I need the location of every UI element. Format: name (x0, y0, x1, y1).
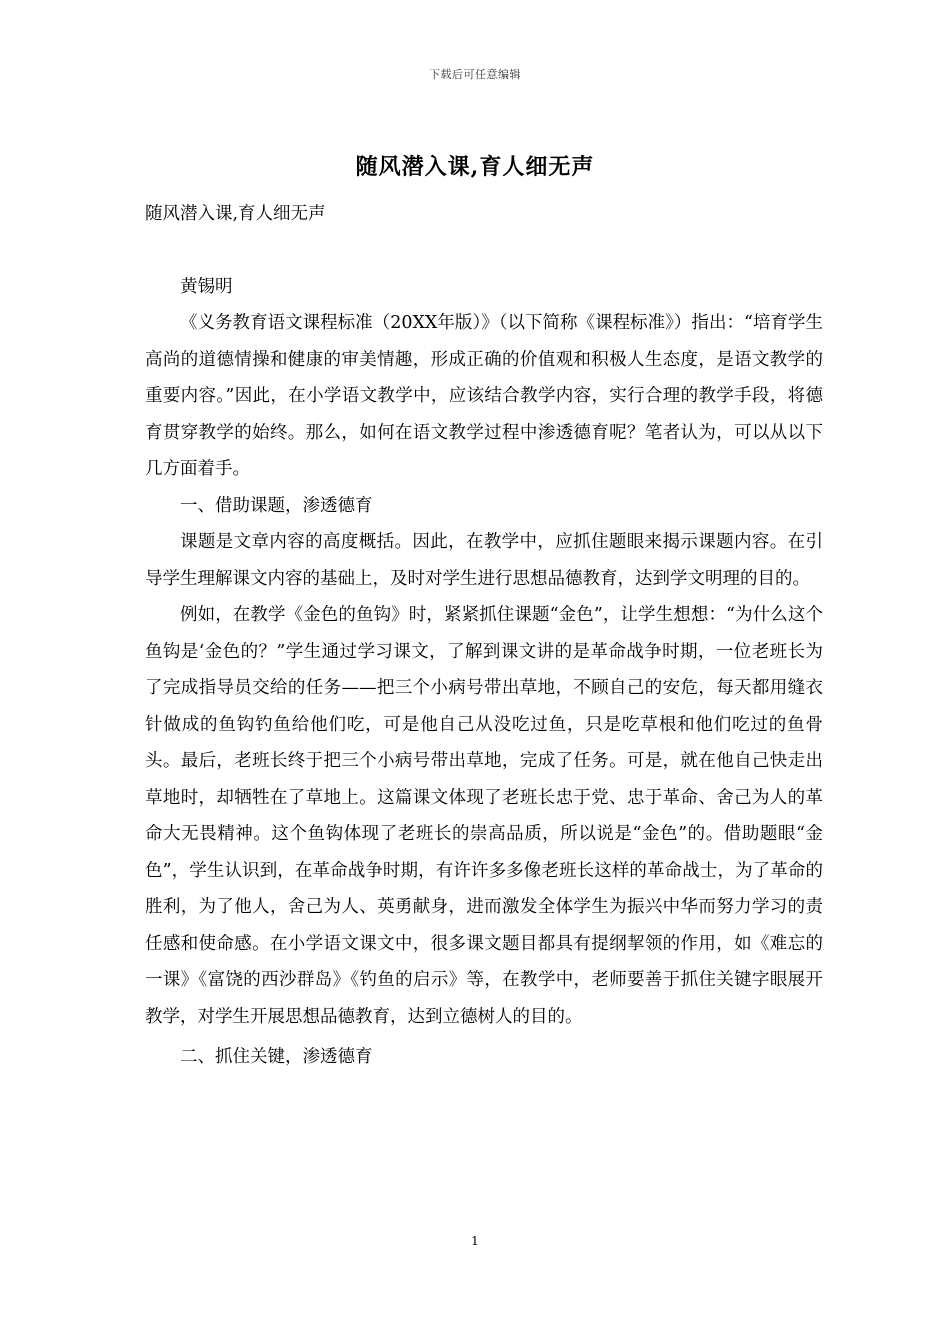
paragraph-topic: 课题是文章内容的高度概括。因此，在教学中，应抓住题眼来揭示课题内容。在引导学生理解课文内容的基础上，及时对学生进行思想品德教育，达到学文明理的目的。 (145, 532, 823, 589)
subtitle-line: 随风潜入课,育人细无声 (145, 204, 326, 224)
page-header-note: 下载后可任意编辑 (429, 68, 521, 81)
document-body (145, 196, 823, 1076)
paragraph-intro: 《义务教育语文课程标准（20XX年版）》（以下简称《课程标准》）指出：“培育学生高尚的道德情操和健康的审美情趣，形成正确的价值观和积极人生态度，是语文教学的重要内容。”因此，在小学语文教学中，应该结合教学内容，实行合理的教学手段，将德育贯穿教学的始终。那么，如何在语文教学过程中渗透德育呢？笔者认为，可以从以下几方面着手。 (145, 313, 823, 479)
section-heading-2: 二、抓住关键，渗透德育 (180, 1047, 373, 1067)
section-heading-1: 一、借助课题，渗透德育 (180, 495, 373, 516)
blank-line (145, 233, 823, 269)
paragraph-example: 例如，在教学《金色的鱼钩》时，紧紧抓住课题“金色”，让学生想想：“为什么这个鱼钩是‘金色的？”学生通过学习课文，了解到课文讲的是革命战争时期，一位老班长为了完成指导员交给的任务——把三个小病号带出草地，不顾自己的安危，每天都用缝衣针做成的鱼钩钓鱼给他们吃，可是他自己从没吃过鱼，只是吃草根和他们吃过的鱼骨头。最后，老班长终于把三个小病号带出草地，完成了任务。可是，就在他自己快走出草地时，却牺牲在了草地上。这篇课文体现了老班长忠于党、忠于革命、舍己为人的革命大无畏精神。这个鱼钩体现了老班长的崇高品质，所以说是“金色”的。借助题眼“金色”，学生认识到，在革命战争时期，有许许多多像老班长这样的革命战士，为了革命的胜利，为了他人，舍己为人、英勇献身，进而激发全体学生为振兴中华而努力学习的责任感和使命感。在小学语文课文中，很多课文题目都具有提纲挈领的作用，如《难忘的一课》《富饶的西沙群岛》《钓鱼的启示》等，在教学中，老师要善于抓住关键字眼展开教学，对学生开展思想品德教育，达到立德树人的目的。 (145, 605, 823, 1027)
author-name: 黄锡明 (180, 276, 233, 297)
document-title: 随风潜入课,育人细无声 (355, 154, 595, 180)
page-number: 1 (471, 1234, 479, 1248)
